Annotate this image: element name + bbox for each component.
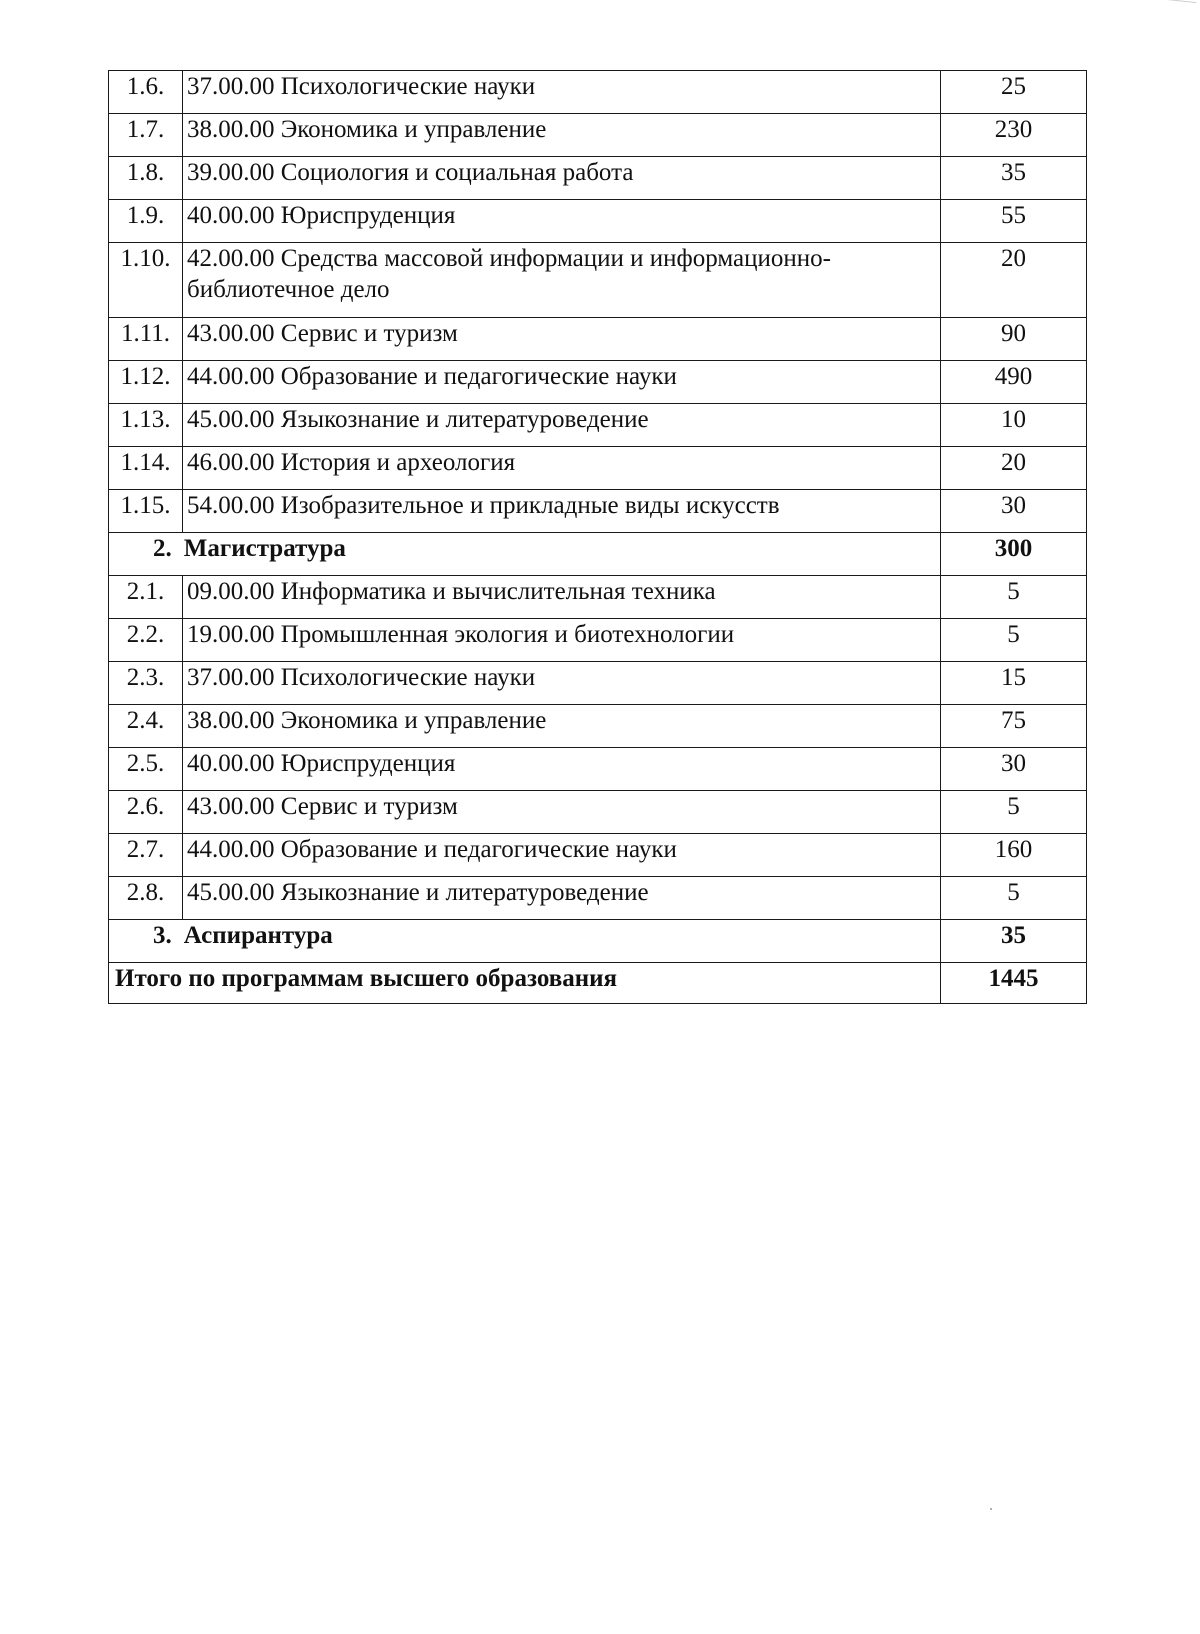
row-program-name: 40.00.00 Юриспруденция (183, 200, 941, 243)
row-value: 230 (941, 114, 1087, 157)
row-number: 1.11. (109, 318, 183, 361)
section-number: 2. (153, 535, 172, 562)
row-value: 25 (941, 71, 1087, 114)
row-program-name: 37.00.00 Психологические науки (183, 71, 941, 114)
row-number: 2.6. (109, 791, 183, 834)
row-value: 160 (941, 834, 1087, 877)
section-value: 300 (941, 533, 1087, 576)
table-row (109, 576, 1087, 619)
table-row (109, 619, 1087, 662)
total-label: Итого по программам высшего образования (109, 963, 941, 1004)
row-value: 490 (941, 361, 1087, 404)
row-program-name: 42.00.00 Средства массовой информации и информационно-библиотечное дело (183, 243, 941, 318)
row-number: 1.7. (109, 114, 183, 157)
table-row (109, 748, 1087, 791)
row-program-name: 43.00.00 Сервис и туризм (183, 791, 941, 834)
section-number: 3. (153, 922, 172, 949)
scan-artifact (1156, 0, 1197, 13)
section-title: Магистратура (183, 535, 346, 562)
row-program-name: 45.00.00 Языкознание и литературоведение (183, 877, 941, 920)
row-number: 2.3. (109, 662, 183, 705)
table-row (109, 447, 1087, 490)
row-number: 2.4. (109, 705, 183, 748)
section-label (109, 920, 941, 963)
row-program-name: 38.00.00 Экономика и управление (183, 114, 941, 157)
table-row (109, 318, 1087, 361)
table-row (109, 834, 1087, 877)
section-row-master (109, 533, 1087, 576)
table-row (109, 705, 1087, 748)
row-value: 15 (941, 662, 1087, 705)
row-program-name: 09.00.00 Информатика и вычислительная техника (183, 576, 941, 619)
row-value: 30 (941, 748, 1087, 791)
row-program-name: 39.00.00 Социология и социальная работа (183, 157, 941, 200)
row-number: 1.15. (109, 490, 183, 533)
row-program-name: 54.00.00 Изобразительное и прикладные виды искусств (183, 490, 941, 533)
row-program-name: 46.00.00 История и археология (183, 447, 941, 490)
admission-plan-table (108, 70, 1087, 1004)
total-value: 1445 (941, 963, 1087, 1004)
row-value: 5 (941, 791, 1087, 834)
row-value: 5 (941, 877, 1087, 920)
table-row (109, 157, 1087, 200)
table-row (109, 662, 1087, 705)
table-row (109, 200, 1087, 243)
row-value: 55 (941, 200, 1087, 243)
row-number: 2.1. (109, 576, 183, 619)
row-number: 1.10. (109, 243, 183, 318)
row-number: 2.8. (109, 877, 183, 920)
row-value: 35 (941, 157, 1087, 200)
row-number: 2.2. (109, 619, 183, 662)
row-number: 1.14. (109, 447, 183, 490)
row-number: 2.7. (109, 834, 183, 877)
row-value: 5 (941, 619, 1087, 662)
section-title: Аспирантура (183, 922, 333, 949)
row-program-name: 44.00.00 Образование и педагогические науки (183, 361, 941, 404)
row-value: 10 (941, 404, 1087, 447)
table-row (109, 114, 1087, 157)
row-value: 90 (941, 318, 1087, 361)
row-value: 30 (941, 490, 1087, 533)
table-row (109, 877, 1087, 920)
row-program-name: 45.00.00 Языкознание и литературоведение (183, 404, 941, 447)
section-value: 35 (941, 920, 1087, 963)
table-row (109, 243, 1087, 318)
table-row (109, 490, 1087, 533)
table-row (109, 71, 1087, 114)
table-row (109, 791, 1087, 834)
row-program-name: 19.00.00 Промышленная экология и биотехнологии (183, 619, 941, 662)
total-row (109, 963, 1087, 1004)
row-program-name: 38.00.00 Экономика и управление (183, 705, 941, 748)
row-number: 1.12. (109, 361, 183, 404)
row-program-name: 43.00.00 Сервис и туризм (183, 318, 941, 361)
scan-speck (990, 1508, 992, 1510)
row-program-name: 40.00.00 Юриспруденция (183, 748, 941, 791)
row-number: 1.9. (109, 200, 183, 243)
table-row (109, 404, 1087, 447)
row-value: 75 (941, 705, 1087, 748)
row-number: 1.8. (109, 157, 183, 200)
section-label (109, 533, 941, 576)
row-program-name: 44.00.00 Образование и педагогические науки (183, 834, 941, 877)
row-value: 20 (941, 243, 1087, 318)
row-value: 20 (941, 447, 1087, 490)
row-value: 5 (941, 576, 1087, 619)
row-number: 2.5. (109, 748, 183, 791)
row-program-name: 37.00.00 Психологические науки (183, 662, 941, 705)
row-number: 1.6. (109, 71, 183, 114)
row-number: 1.13. (109, 404, 183, 447)
section-row-phd (109, 920, 1087, 963)
table-row (109, 361, 1087, 404)
